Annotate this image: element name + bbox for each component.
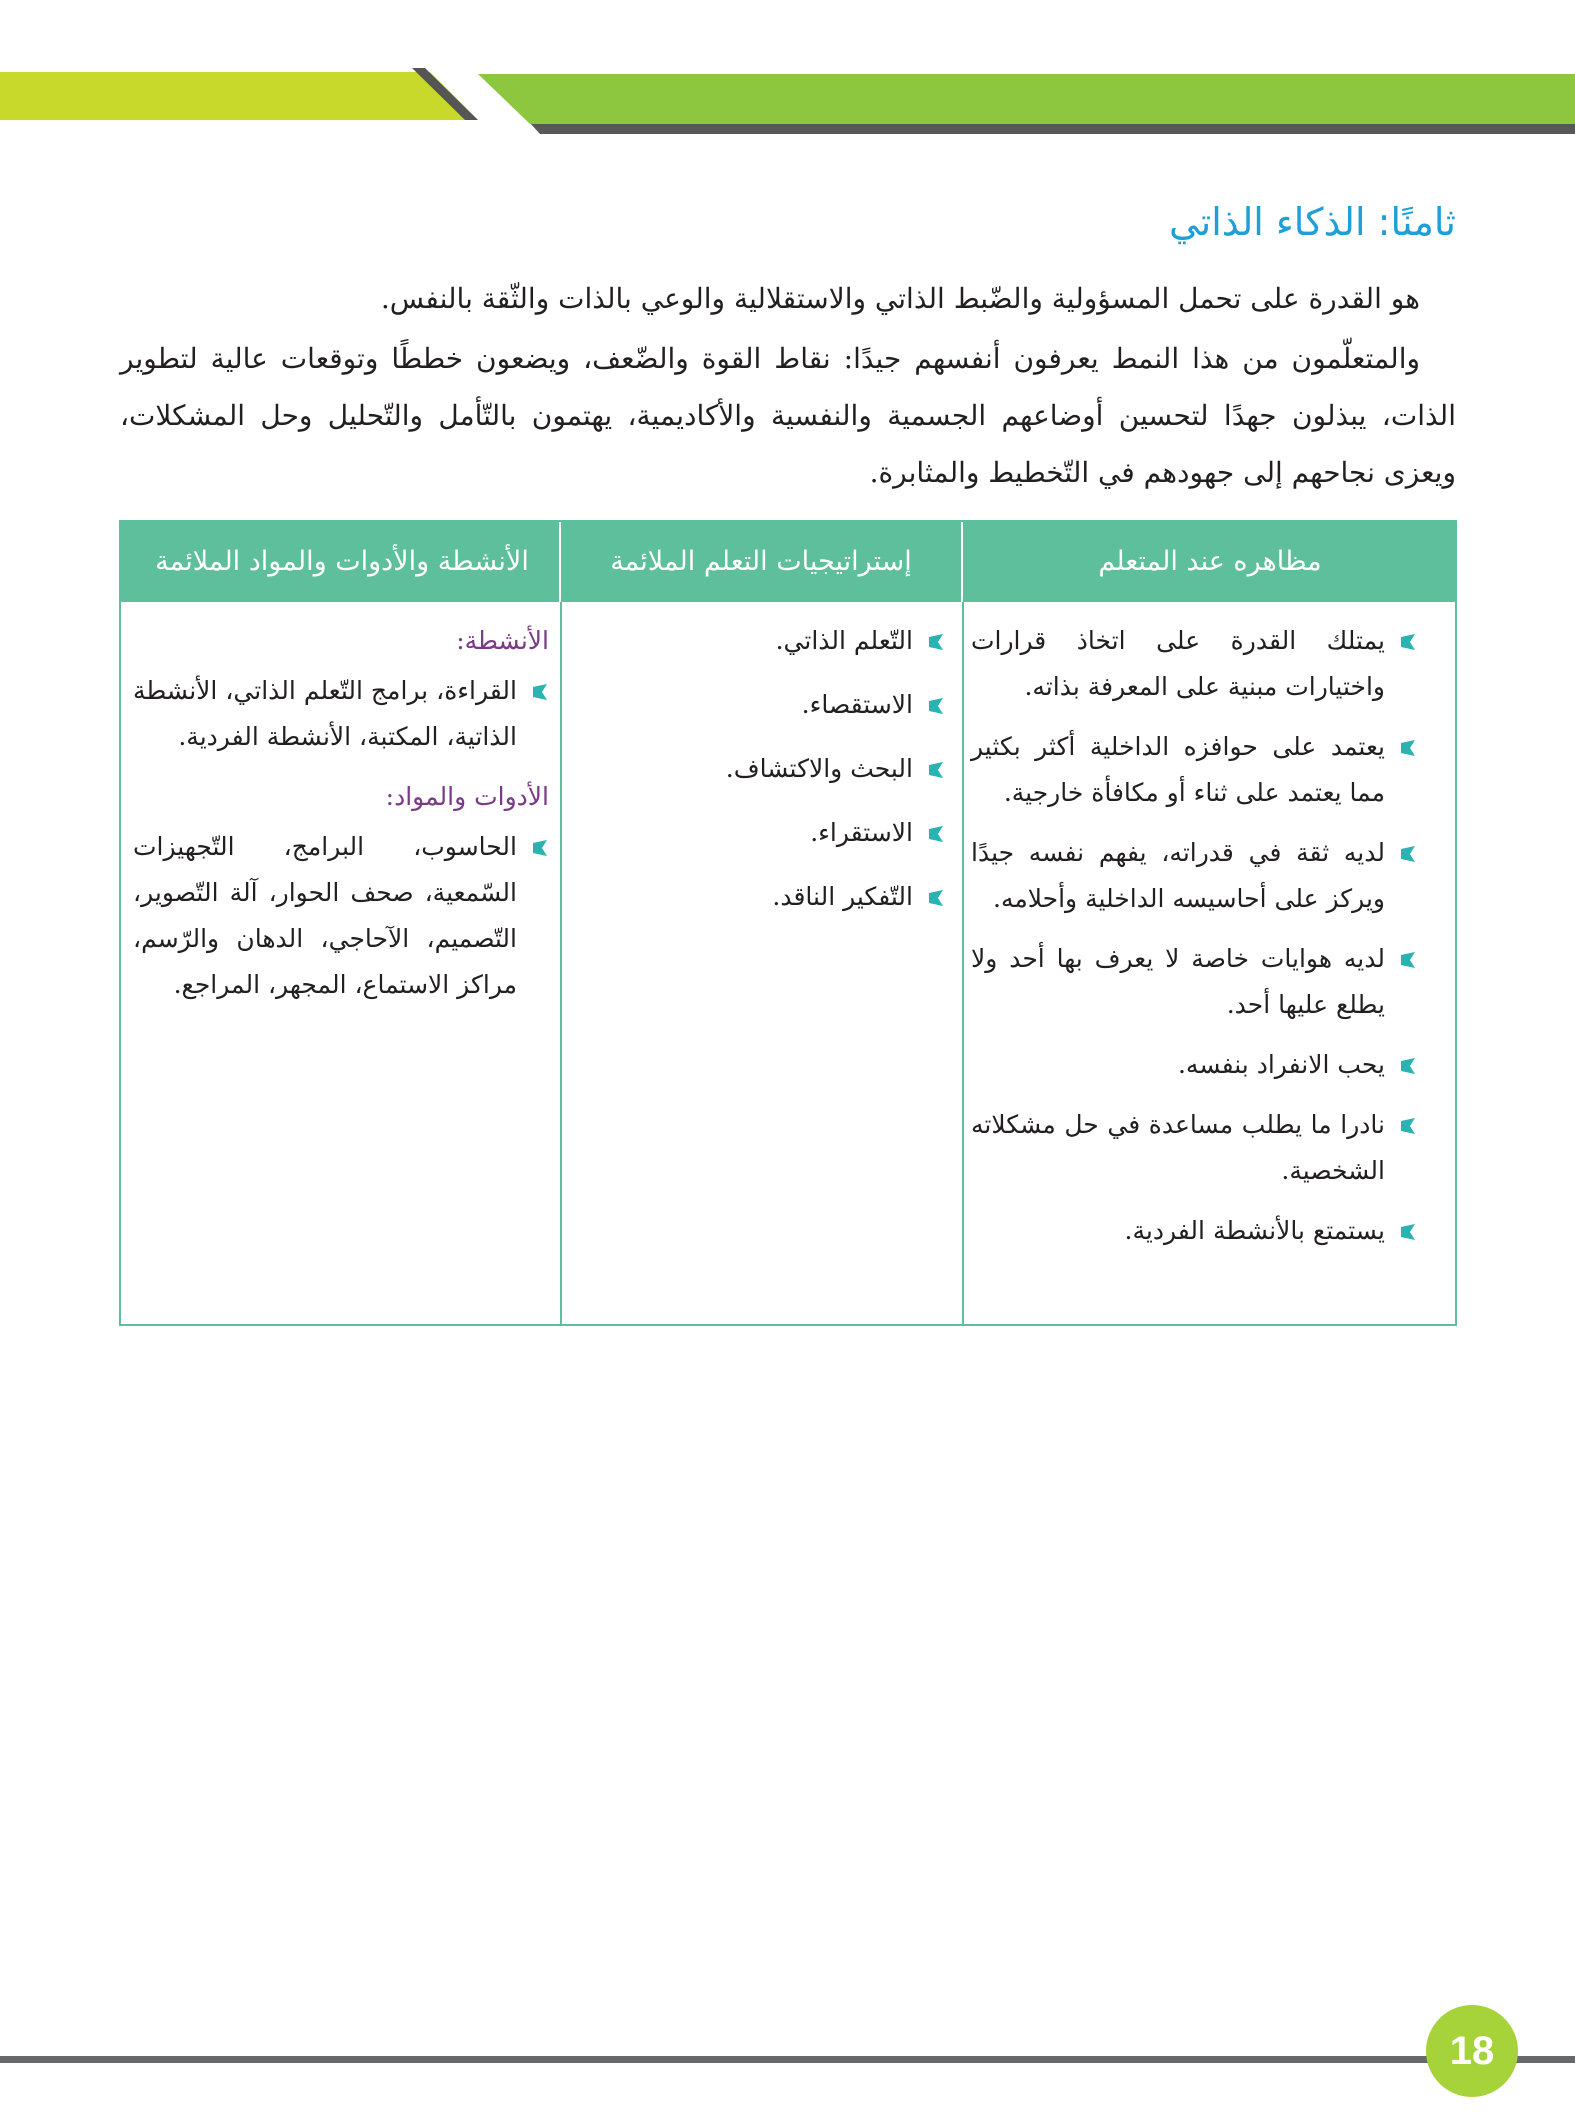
bullet-icon: [1399, 952, 1417, 968]
column-divider: [962, 602, 964, 1324]
list-item: [575, 618, 945, 664]
bullet-icon: [531, 840, 549, 856]
trait-text: يستمتع بالأنشطة الفردية.: [1124, 1216, 1385, 1245]
strategy-text: التّفكير الناقد.: [772, 882, 913, 911]
bullet-icon: [927, 762, 945, 778]
activities-subheading: الأنشطة:: [456, 626, 549, 655]
strategy-text: الاستقصاء.: [801, 690, 913, 719]
activities-cell: [133, 618, 549, 1022]
column-divider: [560, 602, 562, 1324]
list-item: [575, 682, 945, 728]
header-activities: الأنشطة والأدوات والمواد الملائمة: [155, 546, 529, 577]
bullet-icon: [927, 698, 945, 714]
list-item: [575, 874, 945, 920]
list-item: [971, 618, 1417, 710]
tools-subheading: الأدوات والمواد:: [385, 782, 549, 811]
list-item: [971, 830, 1417, 922]
trait-text: يحب الانفراد بنفسه.: [1177, 1050, 1385, 1079]
description-paragraph: والمتعلّمون من هذا النمط يعرفون أنفسهم جيدًا: نقاط القوة والضّعف، ويضعون خططًا وتوقعات عالية لتطوير الذات، يبذلون جهدًا لتحسين أوضاعهم الجسمية والنفسية والأكاديمية، يهتمون بالتّأمل والتّحليل وحل المشكلات، ويعزى نجاحهم إلى جهودهم في التّخطيط والمثابرة.: [120, 342, 1456, 489]
bullet-icon: [927, 826, 945, 842]
intelligence-table: [119, 520, 1457, 1326]
list-item: [575, 810, 945, 856]
list-item: [971, 1042, 1417, 1088]
intro-paragraph: هو القدرة على تحمل المسؤولية والضّبط الذاتي والاستقلالية والوعي بالذات والثّقة بالنفس.: [380, 282, 1420, 315]
top-banner: [0, 0, 1575, 140]
bullet-icon: [1399, 740, 1417, 756]
bullet-icon: [531, 684, 549, 700]
bullet-icon: [927, 890, 945, 906]
learner-traits-cell: [971, 618, 1417, 1268]
bullet-icon: [1399, 846, 1417, 862]
tool-text: الحاسوب، البرامج، التّجهيزات السّمعية، صحف الحوار، آلة التّصوير، التّصميم، الآحاجي، الدهان والرّسم، مراكز الاستماع، المجهر، المراجع.: [133, 832, 517, 999]
strategies-cell: [575, 618, 945, 938]
trait-text: يمتلك القدرة على اتخاذ قرارات واختيارات مبنية على المعرفة بذاته.: [971, 626, 1385, 701]
section-heading: ثامنًا: الذكاء الذاتي: [1168, 200, 1456, 244]
list-item: [971, 1208, 1417, 1254]
strategy-text: البحث والاكتشاف.: [725, 754, 913, 783]
trait-text: يعتمد على حوافزه الداخلية أكثر بكثير مما يعتمد على ثناء أو مكافأة خارجية.: [971, 732, 1385, 807]
list-item: [575, 746, 945, 792]
footer-line: [0, 2056, 1575, 2063]
list-item: [971, 1102, 1417, 1194]
header-strategies: إستراتيجيات التعلم الملائمة: [559, 522, 963, 602]
bullet-icon: [1399, 634, 1417, 650]
activity-text: القراءة، برامج التّعلم الذاتي، الأنشطة الذاتية، المكتبة، الأنشطة الفردية.: [133, 676, 517, 751]
bullet-icon: [1399, 1058, 1417, 1074]
trait-text: لديه ثقة في قدراته، يفهم نفسه جيدًا ويركز على أحاسيسه الداخلية وأحلامه.: [971, 838, 1385, 913]
strategy-text: الاستقراء.: [810, 818, 913, 847]
banner-green-stripe: [478, 74, 1575, 124]
bullet-icon: [927, 634, 945, 650]
bullet-icon: [1399, 1118, 1417, 1134]
trait-text: نادرا ما يطلب مساعدة في حل مشكلاته الشخصية.: [971, 1110, 1385, 1185]
banner-lime-stripe: [0, 72, 478, 120]
strategy-text: التّعلم الذاتي.: [775, 626, 913, 655]
list-item: [971, 724, 1417, 816]
header-learner-traits: مظاهره عند المتعلم: [1098, 546, 1322, 577]
bullet-icon: [1399, 1224, 1417, 1240]
list-item: [133, 668, 549, 760]
trait-text: لديه هوايات خاصة لا يعرف بها أحد ولا يطلع عليها أحد.: [971, 944, 1385, 1019]
list-item: [133, 824, 549, 1008]
list-item: [971, 936, 1417, 1028]
table-header-row: [121, 522, 1455, 602]
page-number-badge: 18: [1426, 2005, 1518, 2097]
